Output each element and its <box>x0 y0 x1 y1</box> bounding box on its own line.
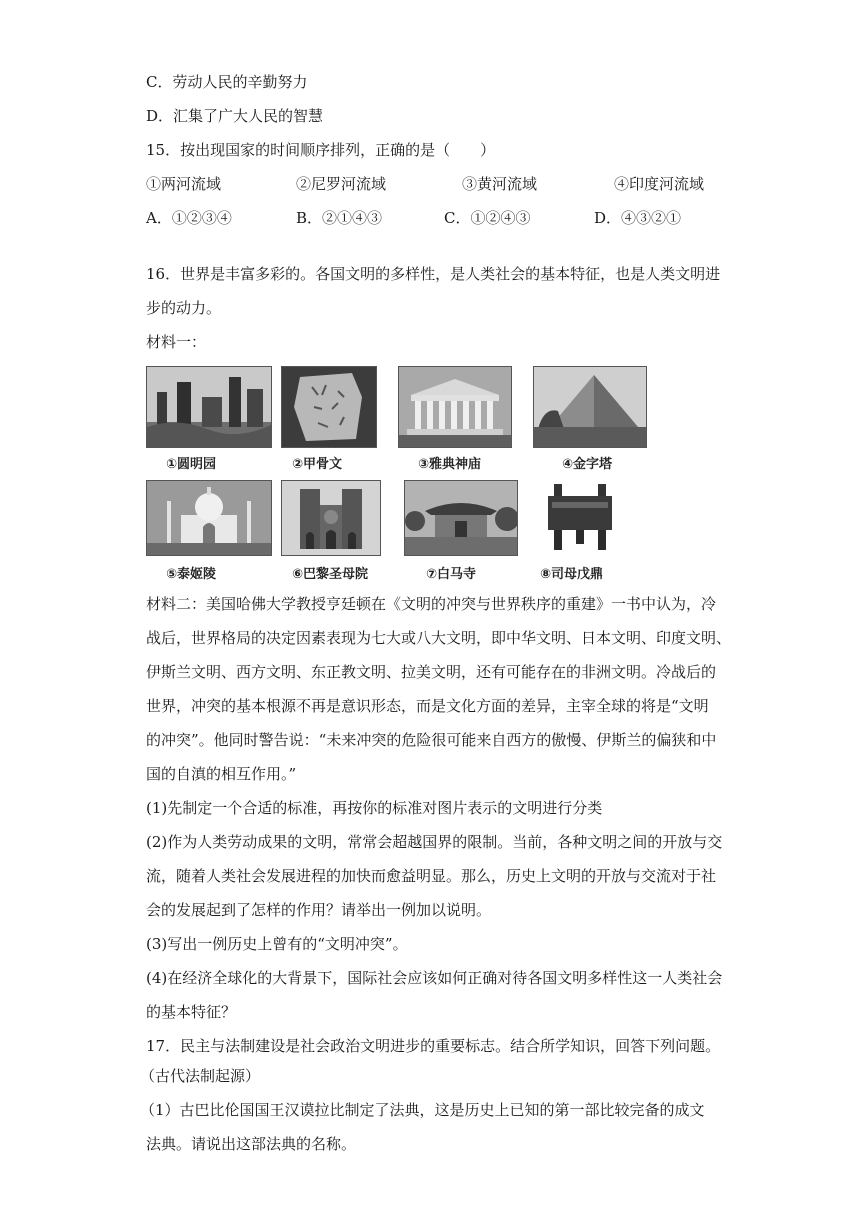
q16-sub2-line: 流，随着人类社会发展进程的加快而愈益明显。那么，历史上文明的开放与交流对于社 <box>146 867 717 885</box>
q15-option-b: B．②①④③ <box>296 209 383 227</box>
q15-option-d: D．④③②① <box>594 209 682 227</box>
q16-sub4-line: 的基本特征？ <box>146 1003 237 1021</box>
q16-sub4-line: (4)在经济全球化的大背景下，国际社会应该如何正确对待各国文明多样性这一人类社会 <box>146 969 723 987</box>
caption-1: ①圆明园 <box>166 457 217 472</box>
ruins-image <box>146 366 272 448</box>
q16-stem-line2: 步的动力。 <box>146 299 222 317</box>
q15-stem: 15．按出现国家的时间顺序排列，正确的是（ ） <box>146 141 496 159</box>
q15-item-3: ③黄河流域 <box>462 175 538 193</box>
taj-mahal-image <box>146 480 272 556</box>
caption-5: ⑤泰姬陵 <box>166 567 217 582</box>
q15-option-c: C．①②④③ <box>444 209 531 227</box>
notre-dame-image <box>281 480 381 556</box>
q15-item-1: ①两河流域 <box>146 175 222 193</box>
material2-line: 伊斯兰文明、西方文明、东正教文明、拉美文明，还有可能存在的非洲文明。冷战后的 <box>146 663 717 681</box>
q15-item-2: ②尼罗河流域 <box>296 175 387 193</box>
q16-sub2-line: 会的发展起到了怎样的作用？请举出一例加以说明。 <box>146 901 492 919</box>
caption-6: ⑥巴黎圣母院 <box>292 567 369 582</box>
q17-sub1-line: 法典。请说出这部法典的名称。 <box>146 1135 357 1153</box>
material2-line: 国的自滇的相互作用。” <box>146 765 297 783</box>
material2-line: 材料二：美国哈佛大学教授亨廷顿在《文明的冲突与世界秩序的重建》一书中认为，冷 <box>146 595 717 613</box>
caption-8: ⑧司母戊鼎 <box>540 567 604 582</box>
q17-section: （古代法制起源） <box>140 1067 261 1085</box>
pyramid-image <box>533 366 647 448</box>
q14-option-c: C．劳动人民的辛勤努力 <box>146 73 308 91</box>
oracle-bone-image <box>281 366 377 448</box>
material1-label: 材料一： <box>146 333 207 351</box>
caption-2: ②甲骨文 <box>292 457 343 472</box>
material2-line: 的冲突”。他同时警告说：“未来冲突的危险很可能来自西方的傲慢、伊斯兰的偏狭和中 <box>146 731 717 749</box>
q16-sub3: (3)写出一例历史上曾有的“文明冲突”。 <box>146 935 408 953</box>
q16-sub1: (1)先制定一个合适的标准，再按你的标准对图片表示的文明进行分类 <box>146 799 603 817</box>
q16-stem-line1: 16．世界是丰富多彩的。各国文明的多样性，是人类社会的基本特征，也是人类文明进 <box>146 265 721 283</box>
caption-3: ③雅典神庙 <box>418 457 482 472</box>
q16-sub2-line: (2)作为人类劳动成果的文明，常常会超越国界的限制。当前，各种文明之间的开放与交 <box>146 833 723 851</box>
caption-7: ⑦白马寺 <box>426 567 477 582</box>
material2-line: 战后，世界格局的决定因素表现为七大或八大文明，即中华文明、日本文明、印度文明、 <box>146 629 732 647</box>
parthenon-image <box>398 366 512 448</box>
q15-option-a: A．①②③④ <box>146 209 232 227</box>
bronze-ding-image <box>540 480 620 554</box>
q14-option-d: D．汇集了广大人民的智慧 <box>146 107 324 125</box>
caption-4: ④金字塔 <box>562 457 613 472</box>
q15-item-4: ④印度河流域 <box>614 175 705 193</box>
q17-stem: 17．民主与法制建设是社会政治文明进步的重要标志。结合所学知识，回答下列问题。 <box>146 1037 721 1055</box>
material2-line: 世界，冲突的基本根源不再是意识形态，而是文化方面的差异，主宰全球的将是“文明 <box>146 697 709 715</box>
q17-sub1-line: （1）古巴比伦国国王汉谟拉比制定了法典，这是历史上已知的第一部比较完备的成文 <box>140 1101 705 1119</box>
white-horse-temple-image <box>404 480 518 556</box>
